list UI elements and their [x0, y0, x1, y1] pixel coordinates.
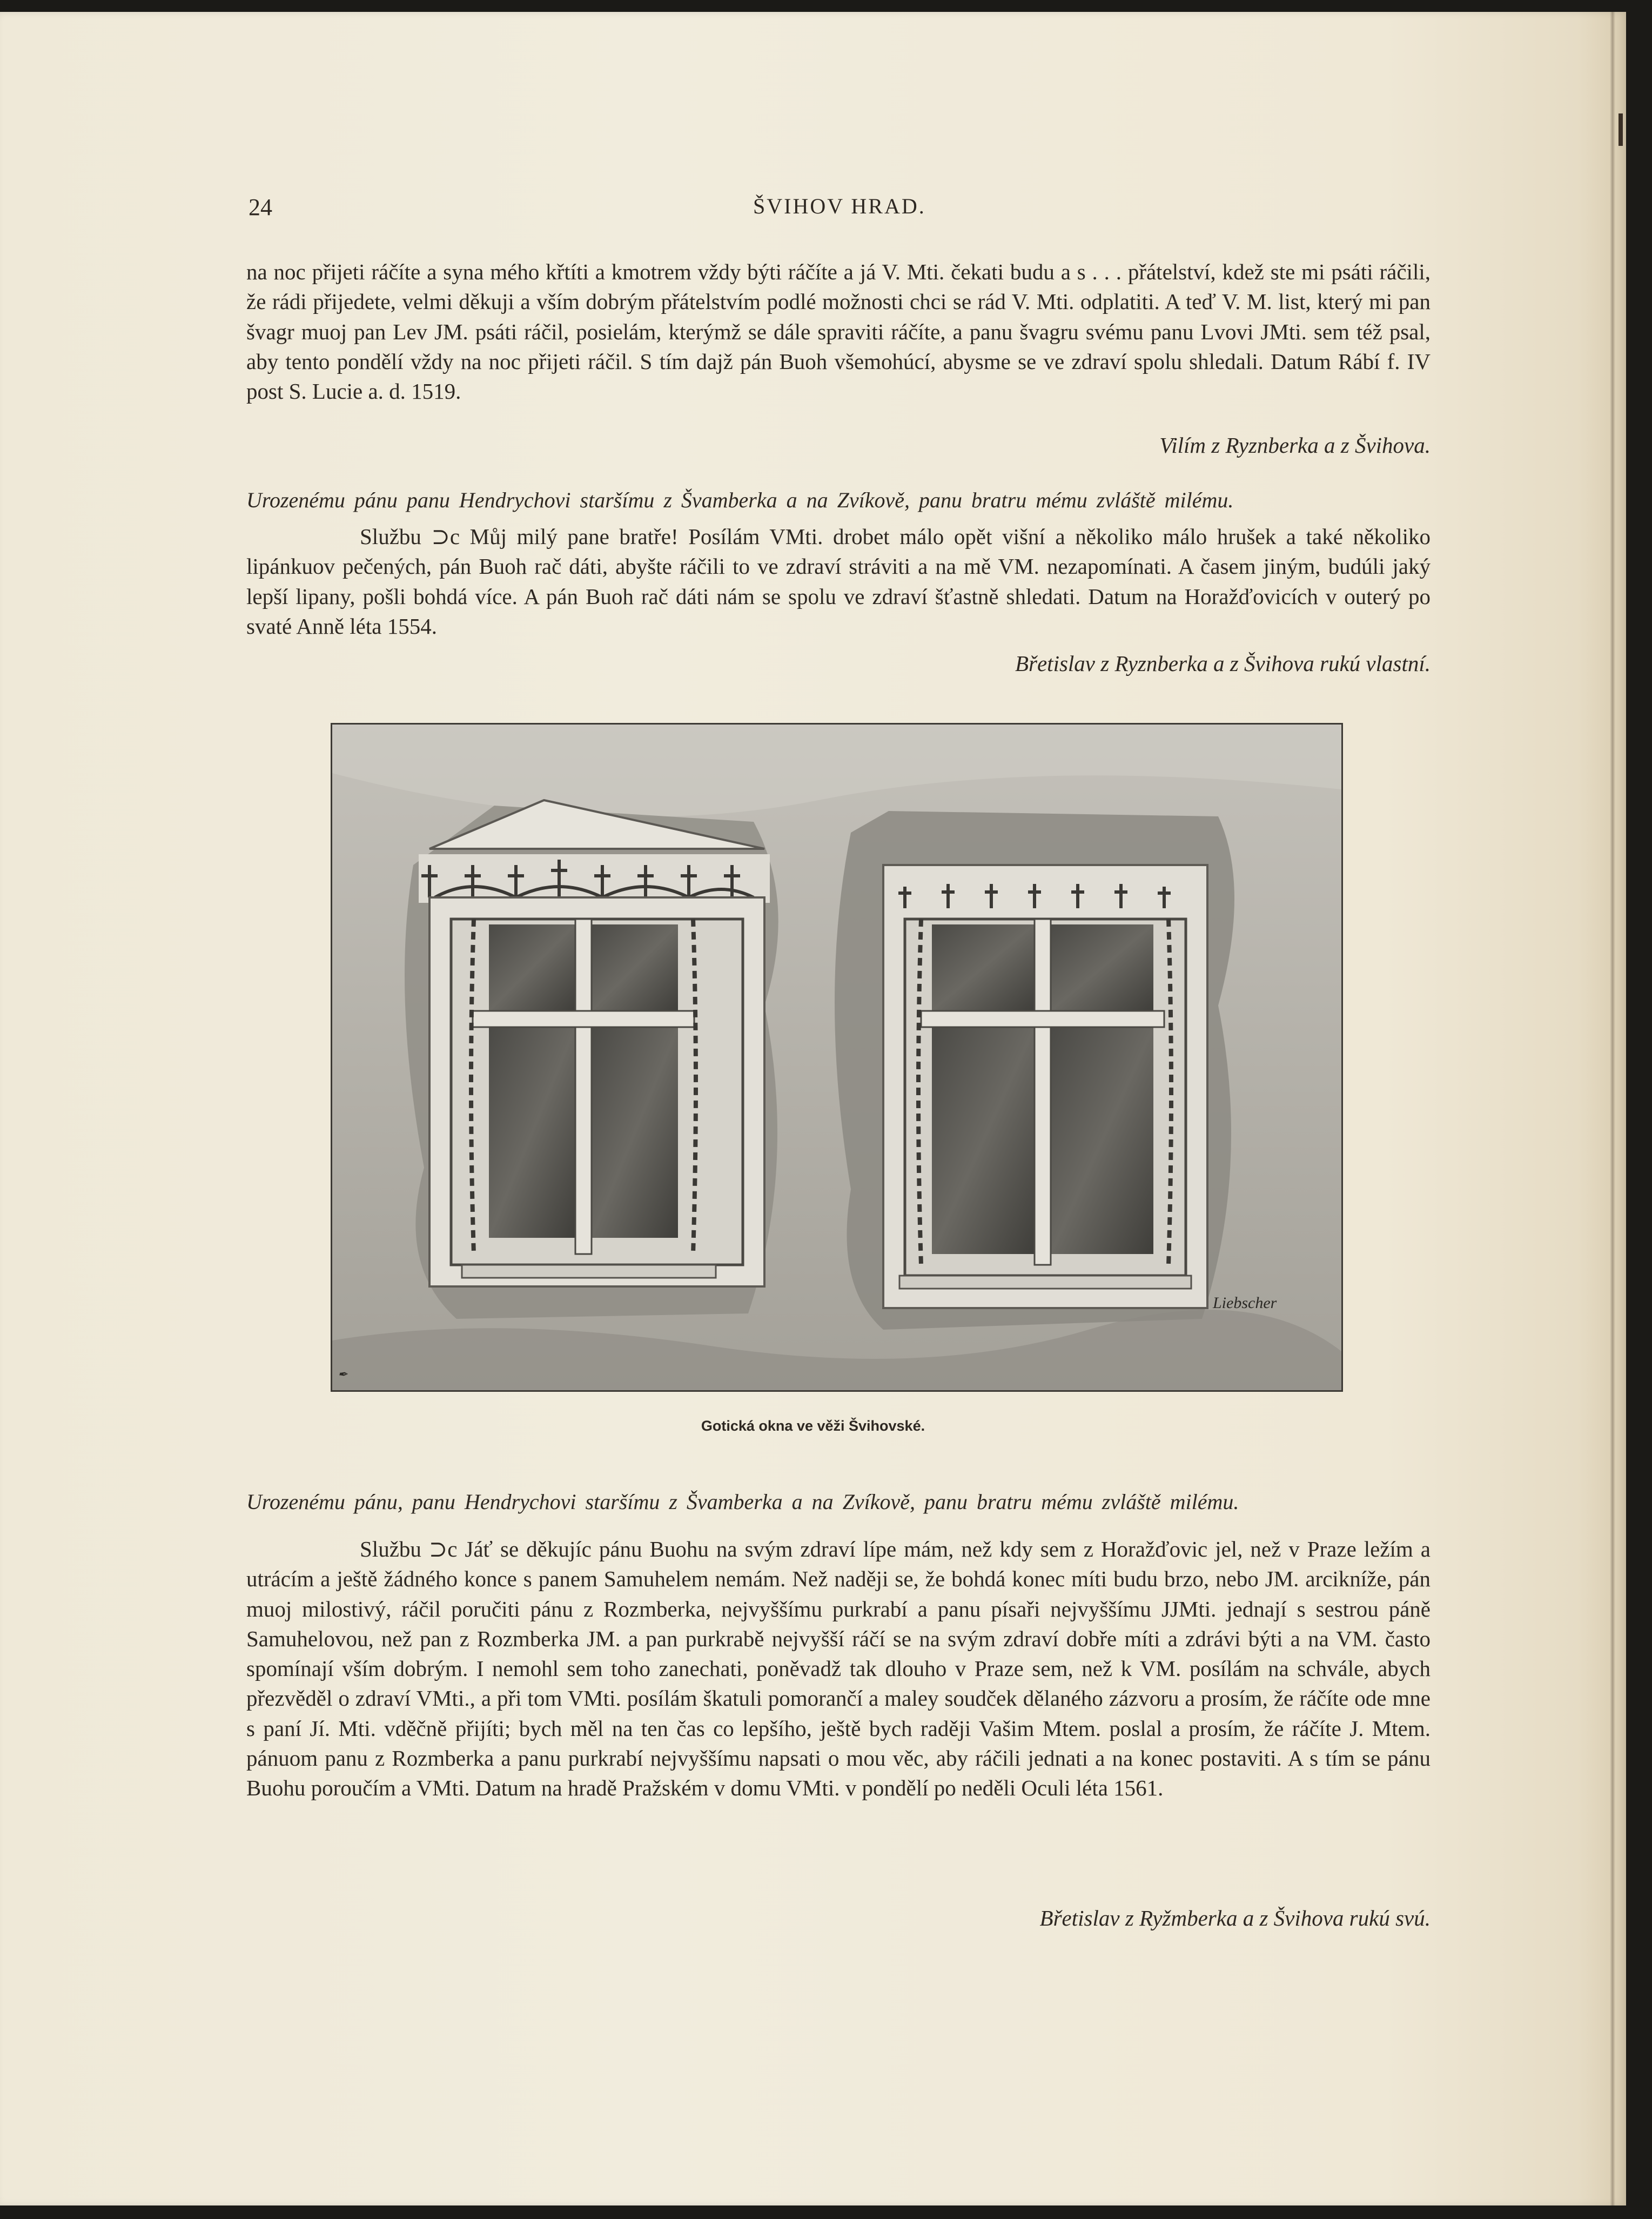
letter-3-address: Urozenému pánu, panu Hendrychovi staršímu z Švamberka a na Zvíkově, panu bratru mému zvláště milému.: [246, 1490, 1239, 1514]
letter-2-body: Službu ⊃c Můj milý pane bratře! Posílám VMti. drobet málo opět višní a několiko málo hrušek a také několiko lipánkuov pečených, pán Buoh rač dáti, abyšte ráčili to ve zdraví stráviti a na mě VM. nezapomínati. A časem jiným, budúli jaký lepší lipany, pošli bohdá více. A pán Buoh rač dáti nám se spolu ve zdraví šťastně shledati. Datum na Horažďovicích v outerý po svaté Anně léta 1554.: [246, 524, 1431, 639]
letter-1-body: na noc přijeti ráčíte a syna mého křtíti a kmotrem vždy býti ráčíte a já V. Mti. čekati budu a s . . . přátelství, kdež ste mi psáti ráčili, že rádi přijedete, velmi děkuji a vším dobrým přátelstvím podlé možnosti chci se rád V. Mti. odplatiti. A teď V. M. list, který mi pan švagr muoj pan Lev JM. psáti ráčil, posielám, kterýmž se dále spraviti ráčíte, a panu švagru svému panu Lvovi JMti. sem též psal, aby tento pondělí vždy na noc přijeti ráčil. S tím dajž pán Buoh všemohúcí, abysme se ve zdraví spolu shledali. Datum Rábí f. IV post S. Lucie a. d. 1519.: [246, 259, 1431, 404]
letter-2-address: Urozenému pánu panu Hendrychovi staršímu z Švamberka a na Zvíkově, panu bratru mému zvláště milému.: [246, 488, 1234, 512]
letter-1-signature: Vilím z Ryznberka a z Švihova.: [1159, 433, 1431, 458]
letter-2-signature: Břetislav z Ryznberka a z Švihova rukú vlastní.: [1015, 651, 1431, 676]
figure-caption: Gotická okna ve věži Švihovské.: [701, 1418, 925, 1434]
page-fold-shadow: [1610, 12, 1615, 2205]
page-number: 24: [249, 194, 272, 220]
left-window: [405, 800, 778, 1319]
letter-3-signature: Břetislav z Ryžmberka a z Švihova rukú svú.: [1039, 1906, 1431, 1930]
gothic-windows-illustration: [331, 723, 1343, 1392]
letter-3-body: Službu ⊃c Jáť se děkujíc pánu Buohu na svým zdraví lípe mám, než kdy sem z Horažďovic jel, než v Praze ležím a utrácím a ještě žádného konce s panem Samuhelem nemám. Než naději se, že bohdá konec míti budu brzo, nebo JM. arcikníže, pán muoj milostivý, ráčil poručiti pánu z Rozmberka, nejvyššímu purkrabí a panu písaři nejvyššímu JJMti. jednají s sestrou páně Samuhelovou, než pan z Rozmberka JM. a pan purkrabě nejvyšší ráčí se na svým zdraví dobře míti a zdrávi býti a na VM. často spomínají vším dobrým. I nemohl sem toho zanechati, poněvadž tak dlouho v Praze sem, než k VM. posílám na schvále, abych přezvěděl o zdraví VMti., a při tom VMti. posílám škatuli pomorančí a maley soudček dělaného zázvoru a prosím, že ráčíte ode mne s paní Jí. Mti. vděčně přijíti; bych měl na ten čas co lepšího, ještě bych raději Vašim Mtem. poslal a prosím, že ráčíte J. Mtem. pánuom panu z Rozmberka a panu purkrabí nejvyššímu napsati o mou věc, aby ráčili jednati a na konec postaviti. A s tím se pánu Buohu poroučím a VMti. Datum na hradě Pražském v domu VMti. v pondělí po neděli Oculi léta 1561.: [246, 1537, 1431, 1801]
engraver-monogram-icon: ✒: [338, 1367, 348, 1381]
artist-signature: Liebscher: [1213, 1294, 1277, 1312]
page-edge-mark: [1619, 113, 1623, 146]
running-title: ŠVIHOV HRAD.: [753, 194, 926, 218]
window-drawing: [332, 725, 1341, 1390]
right-window: [835, 811, 1234, 1330]
